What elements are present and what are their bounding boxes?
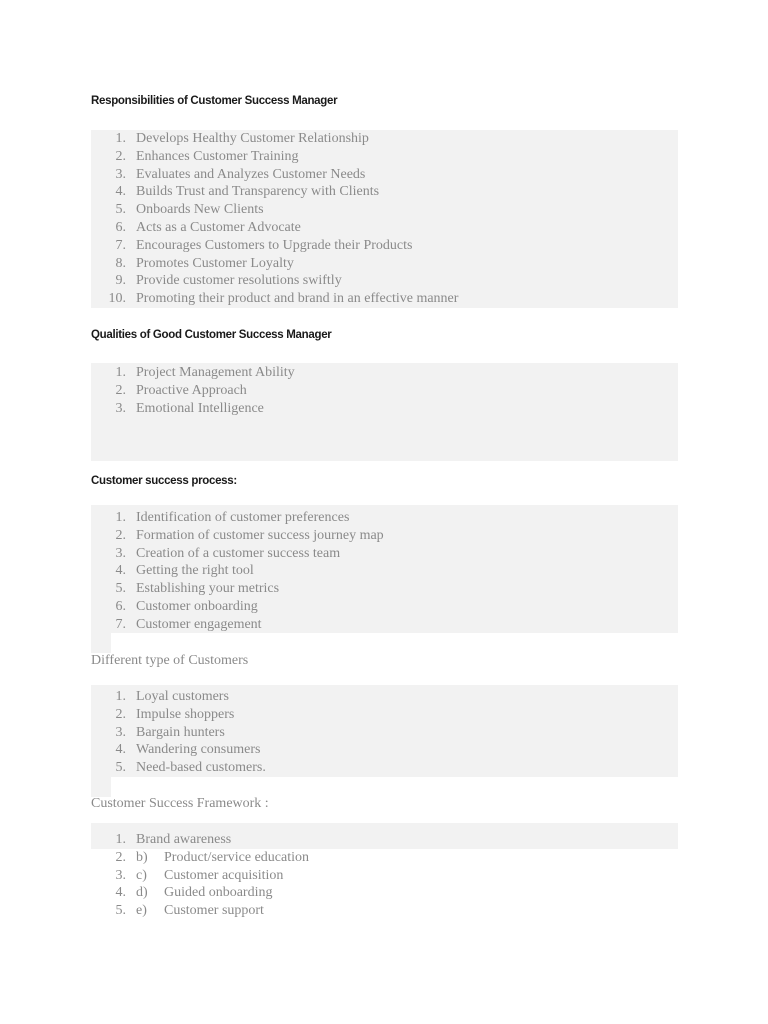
- list-item-number: 4.: [115, 184, 126, 200]
- list-item-number: 1.: [115, 832, 126, 847]
- list-item-number: 3.: [115, 166, 126, 182]
- list-item-text: [136, 509, 349, 527]
- list-item-label: Customer acquisition: [164, 867, 284, 883]
- section-heading-framework: Customer Success Framework :: [91, 796, 269, 811]
- list-item-label: Guided onboarding: [164, 885, 273, 901]
- list-item-number: 2.: [115, 527, 126, 543]
- list-item-number: 7.: [115, 616, 126, 632]
- list-item-text: [136, 545, 340, 563]
- list-item-number: 1.: [115, 365, 126, 380]
- list-item-text: [136, 183, 379, 201]
- list-item-text: [136, 255, 294, 273]
- section-heading-responsibilities: Responsibilities of Customer Success Manager: [91, 95, 338, 107]
- list-item-label: Emotional Intelligence: [136, 400, 264, 416]
- list-item-label: Customer engagement: [136, 616, 262, 632]
- list-item-label: Promoting their product and brand in an effective manner: [136, 291, 459, 307]
- list-item-number: 2.: [115, 849, 126, 865]
- list-item-text: [136, 759, 266, 777]
- list-item-label: Provide customer resolutions swiftly: [136, 273, 342, 289]
- list-item-label: Proactive Approach: [136, 382, 247, 398]
- list-item-text: [136, 130, 369, 148]
- list-item-label: Evaluates and Analyzes Customer Needs: [136, 166, 366, 182]
- list-item-label: Getting the right tool: [136, 563, 254, 579]
- list-item-text: [136, 902, 264, 920]
- list-item-text: [136, 562, 254, 580]
- list-item-number: 4.: [115, 885, 126, 901]
- list-item-text: [136, 706, 234, 724]
- list-item-label: Creation of a customer success team: [136, 545, 341, 561]
- list-item-text: [136, 148, 299, 166]
- list-item-text: [136, 219, 301, 237]
- list-item-label: Brand awareness: [136, 832, 232, 847]
- list-item-number: 4.: [115, 742, 126, 758]
- list-item-number: 5.: [115, 903, 126, 919]
- list-item-sub-label: c): [136, 867, 147, 883]
- list-item-sub-label: d): [136, 885, 148, 901]
- list-item-label: Customer onboarding: [136, 598, 258, 614]
- list-item-text: [136, 272, 342, 290]
- list-item-number: 1.: [115, 510, 126, 525]
- list-item-number: 2.: [115, 706, 126, 722]
- list-item-sub-label: e): [136, 903, 147, 919]
- section-heading-qualities: Qualities of Good Customer Success Manager: [91, 329, 332, 341]
- list-item-label: Impulse shoppers: [136, 706, 235, 722]
- list-item-number: 1.: [115, 689, 126, 704]
- section-heading-customer-types: Different type of Customers: [91, 653, 249, 668]
- list-item-label: Product/service education: [164, 849, 310, 865]
- list-item-text: [136, 237, 412, 255]
- list-item-number: 2.: [115, 148, 126, 164]
- shade-block: [91, 633, 111, 653]
- list-item-text: [136, 382, 247, 400]
- list-item-label: Onboards New Clients: [136, 202, 264, 218]
- shade-block: [91, 777, 111, 797]
- list-item-number: 4.: [115, 563, 126, 579]
- list-item-label: Encourages Customers to Upgrade their Products: [136, 237, 413, 253]
- list-item-text: [136, 867, 283, 885]
- list-item-number: 5.: [115, 581, 126, 597]
- list-item-label: Customer support: [164, 903, 264, 919]
- list-item-number: 1.: [115, 131, 126, 146]
- list-item-number: 6.: [115, 219, 126, 235]
- list-item-label: Identification of customer preferences: [136, 510, 350, 525]
- list-item-label: Project Management Ability: [136, 365, 295, 380]
- list-item-label: Acts as a Customer Advocate: [136, 219, 301, 235]
- list-item-number: 3.: [115, 724, 126, 740]
- list-item-text: [136, 166, 365, 184]
- section-heading-process: Customer success process:: [91, 475, 237, 487]
- list-item-text: [136, 527, 384, 545]
- list-item-label: Promotes Customer Loyalty: [136, 255, 294, 271]
- list-item-number: 3.: [115, 867, 126, 883]
- list-item-label: Loyal customers: [136, 689, 229, 704]
- list-item-text: [136, 724, 225, 742]
- list-item-label: Wandering consumers: [136, 742, 261, 758]
- list-item-label: Enhances Customer Training: [136, 148, 299, 164]
- list-item-number: 10.: [108, 291, 126, 307]
- list-item-label: Builds Trust and Transparency with Clients: [136, 184, 380, 200]
- list-item-text: [136, 741, 260, 759]
- list-item-text: [136, 201, 264, 219]
- list-item-text: [136, 831, 231, 849]
- list-item-label: Need-based customers.: [136, 760, 266, 776]
- list-item-label: Develops Healthy Customer Relationship: [136, 131, 369, 146]
- list-item-number: 8.: [115, 255, 126, 271]
- list-item-label: Bargain hunters: [136, 724, 225, 740]
- list-item-text: [136, 616, 262, 634]
- list-item-text: [136, 849, 309, 867]
- list-item-text: [136, 688, 229, 706]
- list-item-number: 6.: [115, 598, 126, 614]
- list-item-label: Formation of customer success journey map: [136, 527, 384, 543]
- list-item-label: Establishing your metrics: [136, 581, 280, 597]
- list-item-text: [136, 598, 258, 616]
- list-item-text: [136, 580, 279, 598]
- list-item-text: [136, 884, 272, 902]
- list-item-sub-label: b): [136, 849, 148, 865]
- list-item-text: [136, 290, 458, 308]
- list-item-number: 3.: [115, 545, 126, 561]
- list-item-number: 5.: [115, 760, 126, 776]
- list-item-number: 3.: [115, 400, 126, 416]
- list-item-number: 2.: [115, 382, 126, 398]
- list-item-number: 7.: [115, 237, 126, 253]
- list-item-text: [136, 364, 295, 382]
- list-item-number: 5.: [115, 202, 126, 218]
- list-item-text: [136, 400, 264, 418]
- list-item-number: 9.: [115, 273, 126, 289]
